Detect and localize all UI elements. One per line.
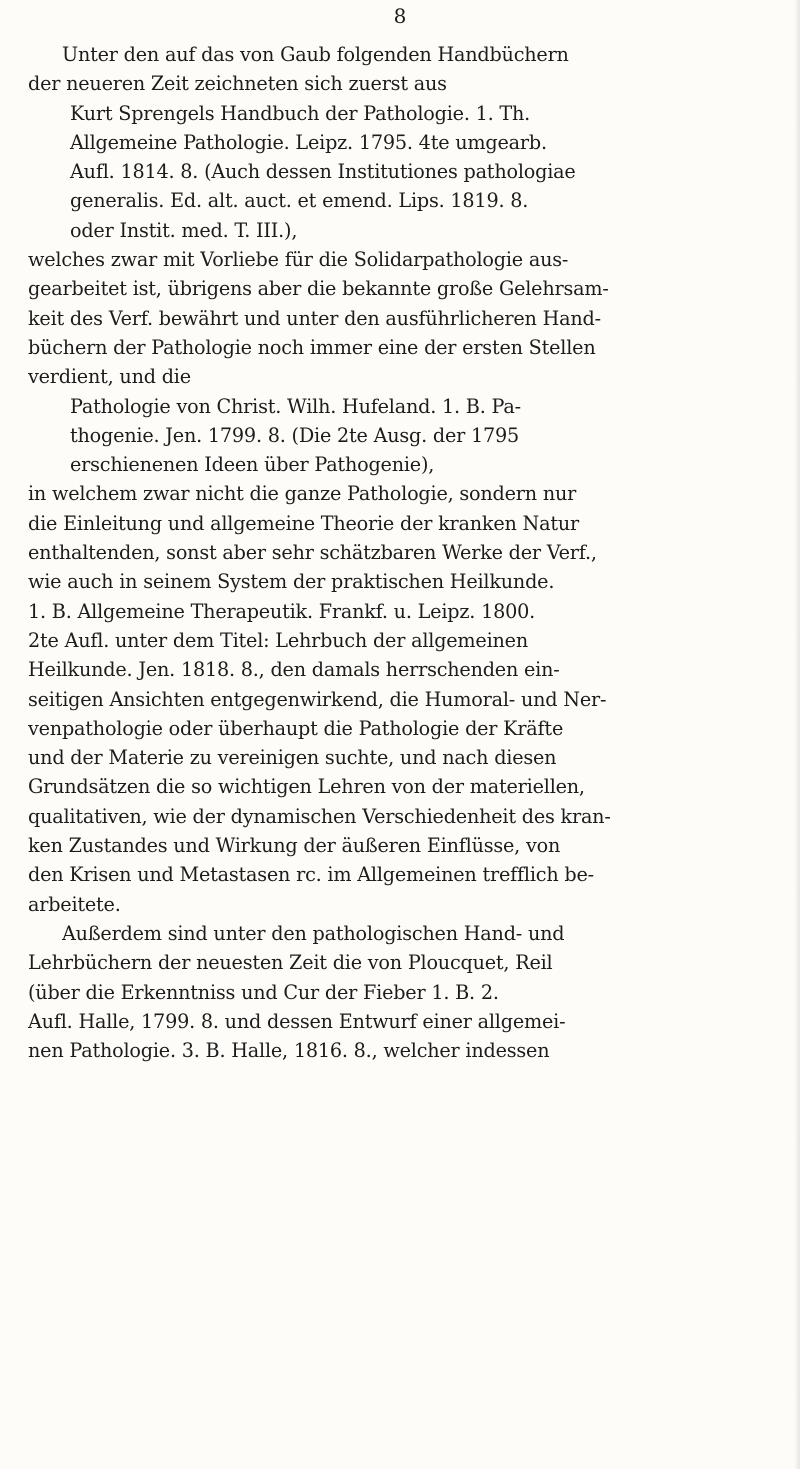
page-edge-shadow xyxy=(794,0,800,1469)
text-line: Aufl. 1814. 8. (Auch dessen Institutiones pathologiae xyxy=(70,160,576,184)
text-line: (über die Erkenntniss und Cur der Fieber 1. B. 2. xyxy=(28,980,499,1004)
text-line: 2te Aufl. unter dem Titel: Lehrbuch der allgemeinen xyxy=(28,628,528,652)
text-line: die Einleitung und allgemeine Theorie der kranken Natur xyxy=(28,511,579,535)
text-line: den Krisen und Metastasen rc. im Allgemeinen trefflich be- xyxy=(28,863,594,887)
text-line: und der Materie zu vereinigen suchte, und nach diesen xyxy=(28,746,557,770)
text-line: welches zwar mit Vorliebe für die Solidarpathologie aus- xyxy=(28,248,569,272)
text-line: büchern der Pathologie noch immer eine der ersten Stellen xyxy=(28,335,596,359)
text-line: Kurt Sprengels Handbuch der Pathologie. 1. Th. xyxy=(70,101,531,125)
text-line: seitigen Ansichten entgegenwirkend, die Humoral- und Ner- xyxy=(28,687,607,711)
text-line: arbeitete. xyxy=(28,892,121,916)
text-line: generalis. Ed. alt. auct. et emend. Lips. 1819. 8. xyxy=(70,189,529,213)
text-line: venpathologie oder überhaupt die Pathologie der Kräfte xyxy=(28,716,564,740)
text-line: keit des Verf. bewährt und unter den ausführlicheren Hand- xyxy=(28,306,601,330)
text-line: thogenie. Jen. 1799. 8. (Die 2te Ausg. der 1795 xyxy=(70,423,520,447)
page-number: 8 xyxy=(393,4,407,28)
text-line: nen Pathologie. 3. B. Halle, 1816. 8., welcher indessen xyxy=(28,1039,550,1063)
text-line: in welchem zwar nicht die ganze Pathologie, sondern nur xyxy=(28,482,577,506)
body-text xyxy=(28,40,776,1065)
text-line: Heilkunde. Jen. 1818. 8., den damals herrschenden ein- xyxy=(28,658,560,682)
text-line: Außerdem sind unter den pathologischen Hand- und xyxy=(62,921,565,945)
text-line: 1. B. Allgemeine Therapeutik. Frankf. u. Leipz. 1800. xyxy=(28,599,535,623)
text-line: erschienenen Ideen über Pathogenie), xyxy=(70,453,435,477)
text-line: oder Instit. med. T. III.), xyxy=(70,218,298,242)
text-line: verdient, und die xyxy=(28,365,191,389)
text-line: qualitativen, wie der dynamischen Verschiedenheit des kran- xyxy=(28,804,611,828)
text-line: Allgemeine Pathologie. Leipz. 1795. 4te umgearb. xyxy=(70,130,547,154)
text-line: Aufl. Halle, 1799. 8. und dessen Entwurf einer allgemei- xyxy=(28,1009,566,1033)
text-line: Lehrbüchern der neuesten Zeit die von Ploucquet, Reil xyxy=(28,951,553,975)
text-line: Grundsätzen die so wichtigen Lehren von der materiellen, xyxy=(28,775,585,799)
text-line: der neueren Zeit zeichneten sich zuerst aus xyxy=(28,72,447,96)
text-line: Unter den auf das von Gaub folgenden Handbüchern xyxy=(62,43,569,66)
text-line: Pathologie von Christ. Wilh. Hufeland. 1. B. Pa- xyxy=(70,394,521,418)
text-line: enthaltenden, sonst aber sehr schätzbaren Werke der Verf., xyxy=(28,541,597,565)
text-line: gearbeitet ist, übrigens aber die bekannte große Gelehrsam- xyxy=(28,277,609,301)
text-line: wie auch in seinem System der praktischen Heilkunde. xyxy=(28,570,555,594)
text-line: ken Zustandes und Wirkung der äußeren Einflüsse, von xyxy=(28,834,561,858)
